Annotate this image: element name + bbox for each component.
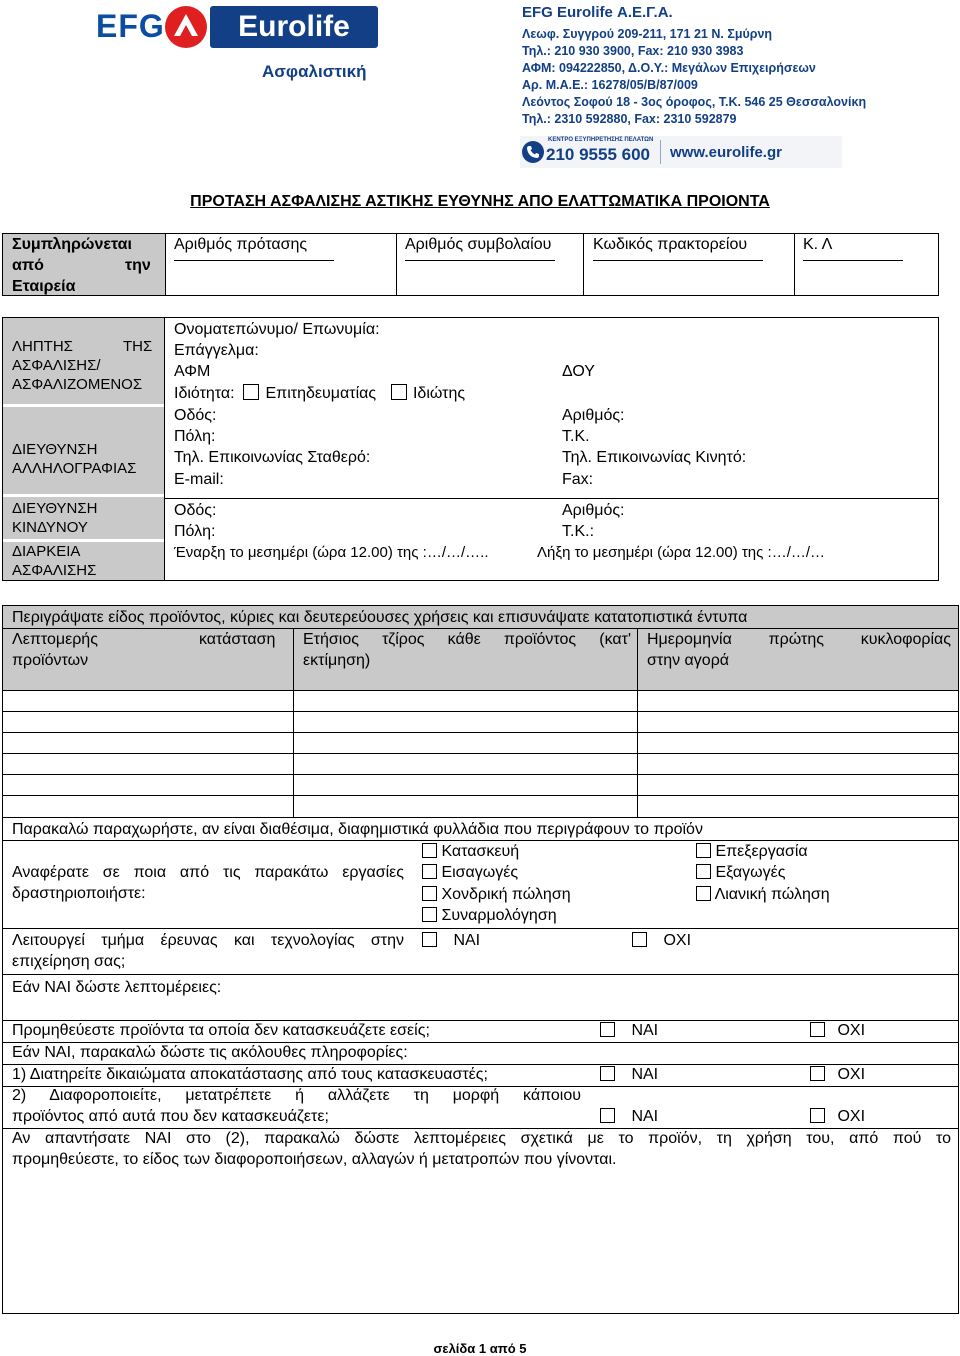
divider — [293, 628, 294, 690]
table-row[interactable] — [3, 774, 958, 775]
individual-checkbox[interactable] — [391, 384, 407, 400]
afm-label[interactable]: ΑΦΜ — [174, 363, 211, 380]
exports-checkbox[interactable] — [696, 864, 711, 879]
contact-strip — [520, 136, 842, 168]
assembly-label: Συναρμολόγηση — [441, 907, 557, 924]
retail-label: Λιανική πώληση — [714, 886, 830, 903]
imports-label: Εισαγωγές — [441, 864, 519, 881]
rnd-question-b: επιχείρηση σας; — [12, 953, 126, 970]
profession-label[interactable]: Επάγγελμα: — [174, 342, 259, 359]
policy-number-field[interactable] — [405, 260, 555, 261]
risk-street-label[interactable]: Οδός: — [174, 502, 217, 519]
phone-icon — [522, 141, 544, 163]
divider — [794, 234, 795, 295]
activities-question-b: δραστηριοποιήστε: — [12, 885, 146, 902]
supply-no-checkbox[interactable] — [810, 1022, 825, 1037]
logo-eurolife: Eurolife — [210, 6, 378, 48]
divider — [3, 494, 164, 497]
rnd-no-label: ΟΧΙ — [663, 932, 692, 949]
wholesale-checkbox[interactable] — [422, 886, 437, 901]
modify-question: 2) Διαφοροποιείτε, μετατρέπετε ή αλλάζετε τη μορφή κάποιου — [12, 1087, 581, 1104]
products-table-header — [3, 606, 958, 691]
rnd-question: Λειτουργεί τμήμα έρευνας και τεχνολογίας στην — [12, 932, 404, 949]
followup-text: Αν απαντήσατε ΝΑΙ στο (2), παρακαλώ δώστε λεπτομέρειες σχετικά με το προϊόν, τη χρήση του, από πού το — [12, 1130, 951, 1147]
table-row[interactable] — [3, 795, 958, 796]
supply-yes-checkbox[interactable] — [600, 1022, 615, 1037]
insured-section — [2, 317, 939, 581]
rnd-yes-label: ΝΑΙ — [453, 932, 481, 949]
street-label[interactable]: Οδός: — [174, 407, 217, 424]
processing-label: Επεξεργασία — [715, 843, 808, 860]
modify-no-label: ΟΧΙ — [837, 1108, 866, 1125]
construction-checkbox[interactable] — [422, 843, 437, 858]
supply-yes-label: ΝΑΙ — [631, 1022, 659, 1039]
professional-option: Επιτηδευματίας — [265, 385, 377, 402]
end-date[interactable]: Λήξη το μεσημέρι (ώρα 12.00) της :…/…/… — [537, 544, 826, 561]
policy-number-label: Αριθμός συμβολαίου — [405, 236, 552, 253]
wholesale-label: Χονδρική πώληση — [441, 886, 571, 903]
insured-labels: ΛΗΠΤΗΣ ΤΗΣ ΑΣΦΑΛΙΣΗΣ/ ΑΣΦΑΛΙΖΟΜΕΝΟΣ ΔΙΕΥΘΥΝΣΗ ΑΛΛΗΛΟΓΡΑΦΙΑΣ ΔΙΕΥΘΥΝΣΗ ΚΙΝΔΥΝΟΥ ΔΙΑΡΚΕΙΑ ΑΣΦΑΛΙΣΗΣ — [3, 318, 165, 580]
rnd-yes-checkbox[interactable] — [422, 932, 437, 947]
phone-label[interactable]: Τηλ. Επικοινωνίας Σταθερό: — [174, 449, 371, 466]
leaflets-question: Παρακαλώ παραχωρήστε, αν είναι διαθέσιμα, διαφημιστικά φυλλάδια που περιγράφουν το προϊόν — [12, 821, 703, 838]
divider — [3, 974, 958, 975]
questions-section — [2, 818, 959, 1314]
details-label[interactable]: Εάν ΝΑΙ δώστε λεπτομέρειες: — [12, 979, 222, 996]
retail-checkbox[interactable] — [696, 886, 711, 901]
divider — [3, 840, 958, 841]
products-table-body — [3, 690, 958, 817]
activities-question: Αναφέρατε σε ποια από τις παρακάτω εργασίες — [12, 864, 404, 881]
service-phone: 210 9555 600 — [546, 145, 650, 164]
exports-label: Εξαγωγές — [715, 864, 786, 881]
modify-no-checkbox[interactable] — [810, 1108, 825, 1123]
rnd-no-checkbox[interactable] — [632, 932, 647, 947]
city-label[interactable]: Πόλη: — [174, 428, 216, 445]
rights-question: 1) Διατηρείτε δικαιώματα αποκατάστασης από τους κατασκευαστές; — [12, 1066, 488, 1083]
followup-text-b: προμηθεύεστε, το είδος των διαφοροποιήσεων, αλλαγών ή μετατροπών που γίνονται. — [12, 1151, 617, 1168]
divider — [164, 498, 938, 499]
modify-yes-checkbox[interactable] — [600, 1108, 615, 1123]
divider — [637, 628, 638, 690]
products-header-text: Περιγράψατε είδος προϊόντος, κύριες και δευτερεύουσες χρήσεις και επισυνάψατε κατατοπιστικά έντυπα — [12, 609, 748, 626]
page-number: σελίδα 1 από 5 — [433, 1341, 527, 1356]
rights-yes-label: ΝΑΙ — [631, 1066, 659, 1083]
col-first-date: Ημερομηνία πρώτης κυκλοφορίας — [647, 631, 951, 648]
number-label[interactable]: Αριθμός: — [562, 407, 625, 424]
risk-postcode-label[interactable]: Τ.Κ.: — [562, 523, 595, 540]
mobile-label[interactable]: Τηλ. Επικοινωνίας Κινητό: — [562, 449, 747, 466]
service-label: ΚΕΝΤΡΟ ΕΞΥΠΗΡΕΤΗΣΗΣ ΠΕΛΑΤΩΝ — [548, 137, 654, 143]
divider — [660, 140, 661, 164]
rights-yes-checkbox[interactable] — [600, 1066, 615, 1081]
website-link[interactable]: www.eurolife.gr — [670, 144, 782, 161]
name-label[interactable]: Ονοματεπώνυμο/ Επωνυμία: — [174, 321, 380, 338]
divider — [583, 234, 584, 295]
table-row[interactable] — [3, 753, 958, 754]
supply-info: Εάν ΝΑΙ, παρακαλώ δώστε τις ακόλουθες πληροφορίες: — [12, 1044, 408, 1061]
company-use-section — [2, 233, 939, 296]
supply-no-label: ΟΧΙ — [837, 1022, 866, 1039]
divider — [3, 404, 164, 407]
table-row[interactable] — [3, 732, 958, 733]
rights-no-checkbox[interactable] — [810, 1066, 825, 1081]
logo-efg: EFG — [96, 8, 165, 44]
form-title: ΠΡΟΤΑΣΗ ΑΣΦΑΛΙΣΗΣ ΑΣΤΙΚΗΣ ΕΥΘΥΝΗΣ ΑΠΟ ΕΛΑΤΤΩΜΑΤΙΚΑ ΠΡΟΙΟΝΤΑ — [190, 193, 770, 210]
modify-yes-label: ΝΑΙ — [631, 1108, 659, 1125]
fax-label[interactable]: Fax: — [562, 471, 594, 488]
email-label[interactable]: E-mail: — [174, 471, 224, 488]
divider — [396, 234, 397, 295]
products-table — [2, 605, 959, 818]
doy-label[interactable]: ΔΟΥ — [562, 363, 595, 380]
rights-no-label: ΟΧΙ — [837, 1066, 866, 1083]
construction-label: Κατασκευή — [441, 843, 520, 860]
agency-code-label: Κωδικός πρακτορείου — [593, 236, 748, 253]
risk-city-label[interactable]: Πόλη: — [174, 523, 216, 540]
col-turnover: Ετήσιος τζίρος κάθε προϊόντος (κατ' — [303, 631, 631, 648]
professional-checkbox[interactable] — [243, 384, 259, 400]
company-address: Λεωφ. Συγγρού 209-211, 171 21 Ν. Σμύρνη Τηλ.: 210 930 3900, Fax: 210 930 3983 ΑΦΜ: 094222850, Δ.Ο.Υ.: Μεγάλων Επιχειρήσεων Αρ. Μ.Α.Ε.: 16278/05/Β/87/009 Λεόντος Σοφού 18 - 3ος όροφος, Τ.Κ. 546 25 Θεσσαλονίκη Τηλ.: 2310 592880, Fax: 2310 592879 — [522, 27, 867, 126]
followup-answer-area[interactable] — [12, 1174, 951, 1306]
col-first-date-b: στην αγορά — [647, 652, 730, 669]
company-use-label: Συμπληρώνεται από την Εταιρεία — [3, 234, 166, 295]
col-details-c: προϊόντων — [12, 652, 89, 669]
logo-badge-icon — [165, 6, 207, 48]
start-date[interactable]: Έναρξη το μεσημέρι (ώρα 12.00) της :…/…/….. — [174, 544, 489, 561]
capacity-label: Ιδιότητα: Επιτηδευματίας Ιδιώτης — [174, 385, 466, 402]
divider — [3, 628, 958, 629]
assembly-checkbox[interactable] — [422, 907, 437, 922]
proposal-number-field[interactable] — [174, 260, 334, 261]
agency-code-field[interactable] — [593, 260, 763, 261]
supply-question: Προμηθεύεστε προϊόντα τα οποία δεν κατασκευάζετε εσείς; — [12, 1022, 430, 1039]
proposal-number-label: Αριθμός πρότασης — [174, 236, 308, 253]
company-name: EFG Eurolife Α.Ε.Γ.Α. — [522, 4, 673, 21]
kl-label: Κ. Λ — [803, 236, 833, 253]
logo-subtitle: Ασφαλιστική — [262, 62, 367, 81]
col-details-b: κατάσταση — [199, 631, 276, 648]
table-row[interactable] — [3, 711, 958, 712]
individual-option: Ιδιώτης — [412, 385, 466, 402]
col-details: Λεπτομερής — [12, 631, 98, 648]
kl-field[interactable] — [803, 260, 903, 261]
col-turnover-b: εκτίμηση) — [303, 652, 371, 669]
modify-question-b: προϊόντος από αυτά που δεν κατασκευάζετε; — [12, 1108, 329, 1125]
imports-checkbox[interactable] — [422, 864, 437, 879]
postcode-label[interactable]: Τ.Κ. — [562, 428, 590, 445]
processing-checkbox[interactable] — [696, 843, 711, 858]
divider — [3, 928, 958, 929]
risk-number-label[interactable]: Αριθμός: — [562, 502, 625, 519]
